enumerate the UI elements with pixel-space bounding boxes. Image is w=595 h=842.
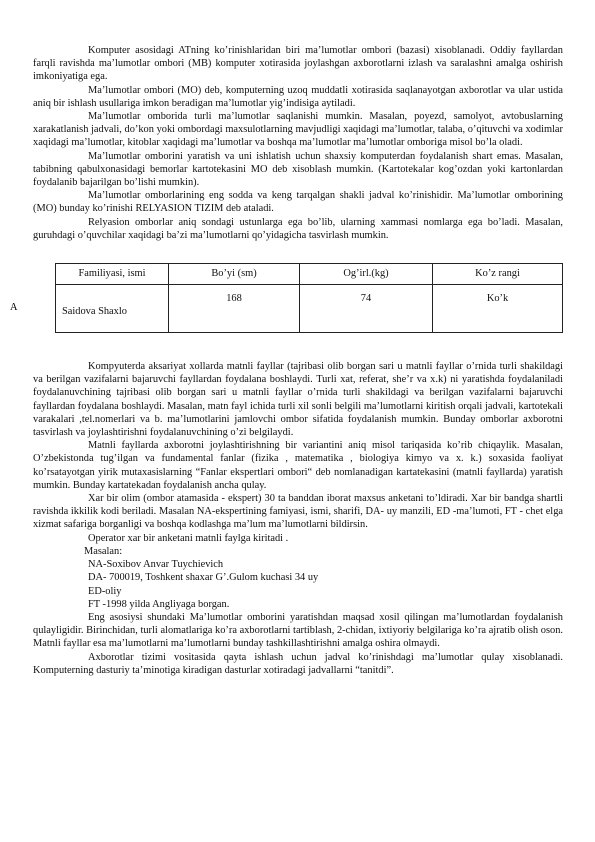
table-cell: Ko’k: [433, 285, 563, 333]
paragraph: Kompyuterda aksariyat xollarda matnli fayllar (tajribasi olib borgan sari u matnli fayllar o’rnida turli shakildagi va berilgan vazifalarni bajaruvchi fayllardan foydalana boshlaydi. Turli xat, referat, she’r va x.k) ni yaratishda foydalaniladi foydalanuvchining tajribasi olib borgan sari u matnli fayllar o’rnida turli shakildagi va berilgan vazifalarni bajaruvchi fayllardan foydalana boshlaydi. Masalan, matn fayl ichida turli xil sonli belgili ma’lumotlarni kiritish orqali jadvali, kartotekali varakalari ,tel.nomerlari va b. ma’lumotlarini jamlovchi ombor sifatida foydalanish mumkin. Bunday omborlar axborotni tasvirlash va joylashtirishni foydalanuvchining o’zi belgilaydi.: [33, 361, 563, 439]
table-row-marker: A: [10, 301, 18, 313]
document-page: [33, 44, 563, 677]
example-line: FT -1998 yilda Angliyaga borgan.: [88, 598, 230, 610]
example-line: DA- 700019, Toshkent shaxar G’.Gulom kuchasi 34 uy: [88, 572, 319, 584]
example-line: NA-Soxibov Anvar Tuychievich: [88, 559, 224, 571]
students-table: [55, 263, 563, 333]
paragraph: Eng asosiysi shundaki Ma’lumotlar omborini yaratishdan maqsad xosil qilingan ma’lumotlardan foydalanish qulayligidir. Birinchidan, turli alomatlariga ko’ra axborotlarni tartiblash, 2-chidan, ixtiyoriy belgilariga ko’ra ajratib olish oson. Matnli fayllar esa ma’lumotlarni ma’lumotlarni bunday tashkillashtirishni amalga oshira olmaydi.: [33, 611, 563, 650]
paragraph: Relyasion omborlar aniq sondagi ustunlarga ega bo’lib, ularning xammasi nomlarga ega bo’ladi. Masalan, guruhdagi o’quvchilar xaqidagi ba’zi ma’lumotlarni qo’yidagicha tasvirlash mumkin.: [33, 216, 563, 241]
paragraph: Komputer asosidagi ATning ko’rinishlaridan biri ma’lumotlar ombori (bazasi) xisoblanadi. Oddiy fayllardan farqli ravishda ma’lumotlar ombori (MB) komputer xotirasida joylashgan axborotlarni izlash va saralashni amalga oshirish imkoniyatiga ega.: [33, 45, 563, 83]
paragraph: Ma’lumotlar ombori (MO) deb, komputerning uzoq muddatli xotirasida saqlanayotgan axborotlar va ular ustida aniq bir ishlash usullariga imkon beradigan ma’lumotlar yig’indisiga aytiladi.: [33, 84, 563, 109]
table-cell: Saidova Shaxlo: [56, 285, 169, 333]
paragraph: Matnli fayllarda axborotni joylashtirishning bir variantini aniq misol tariqasida ko’rib chiqaylik. Masalan, O’zbekistonda tug’ilgan va fundamental fanlar (fizika , matematika , biologiya kimyo va x. k.) soxasida faoliyat ko’rsatayotgan yirik mutaxasislarning “Fanlar ekspertlari ombori“ deb nomlanadigan kartatekasini (matnli fayllarda) yaratish mumkin. Bunday kartatekadan foydalanish ancha qulay.: [33, 440, 563, 491]
table-row: [56, 285, 563, 333]
example-intro: Operator xar bir anketani matnli faylga kiritadi .: [88, 532, 289, 544]
example-label: Masalan:: [84, 545, 123, 557]
paragraph: Axborotlar tizimi vositasida qayta ishlash uchun jadval ko’rinishdagi ma’lumotlar qulay xisoblanadi. Komputerning dasturiy ta’minotiga kiradigan dasturlar xotiradagi jadvallarni “tanitdi”.: [33, 651, 563, 676]
example-line: ED-oliy: [88, 585, 122, 597]
column-header: Familiyasi, ismi: [56, 264, 169, 285]
table-cell: 74: [300, 285, 433, 333]
paragraph: Ma’lumotlar omborini yaratish va uni ishlatish uchun shaxsiy komputerdan foydalanish shart emas. Masalan, tabibning qabulxonasidagi bemorlar kartotekasini MO deb xisoblash mumkin. (Kartotekalar kog’ozdan yoki kartonlardan foydalanib bajarilgan bo’lishi mumkin).: [33, 150, 563, 189]
column-header: Ko’z rangi: [433, 264, 563, 285]
paragraph: Ma’lumotlar omborida turli ma’lumotlar saqlanishi mumkin. Masalan, poyezd, samolyot, avtobuslarning xarakatlanish jadvali, do’kon yoki ombordagi maxsulotlarning mavjudligi xaqidagi ma’lumotlar, talaba, o’qituvchi va xodimlar xaqidagi ma’lumotlar, kitoblar xaqidagi ma’lumotlar va boshqa ma’lumotlar ma’lumotlar omboriga misol bo’la oladi.: [33, 111, 563, 149]
column-header: Og’irl.(kg): [300, 264, 433, 285]
table-header-row: [56, 264, 563, 285]
paragraph: Ma’lumotlar omborlarining eng sodda va keng tarqalgan shakli jadval ko’rinishidir. Ma’lumotlar omborining (MO) bunday ko’rinishi RELYASION TIZIM deb ataladi.: [33, 190, 563, 215]
column-header: Bo’yi (sm): [169, 264, 300, 285]
paragraph: Xar bir olim (ombor atamasida - ekspert) 30 ta banddan iborat maxsus anketani to’ldiradi. Xar bir bandga shartli ravishda ikkilik kodi beriladi. Masalan NA-ekspertining famiyasi, ismi, sharifi, DA- uy manzili, ED -ma’lumoti, FT - chet elga xizmat safariga borganligi va boshqa kodlashga ma’lum ma’lumotlarni bildirsin.: [33, 493, 563, 531]
table-cell: 168: [169, 285, 300, 333]
